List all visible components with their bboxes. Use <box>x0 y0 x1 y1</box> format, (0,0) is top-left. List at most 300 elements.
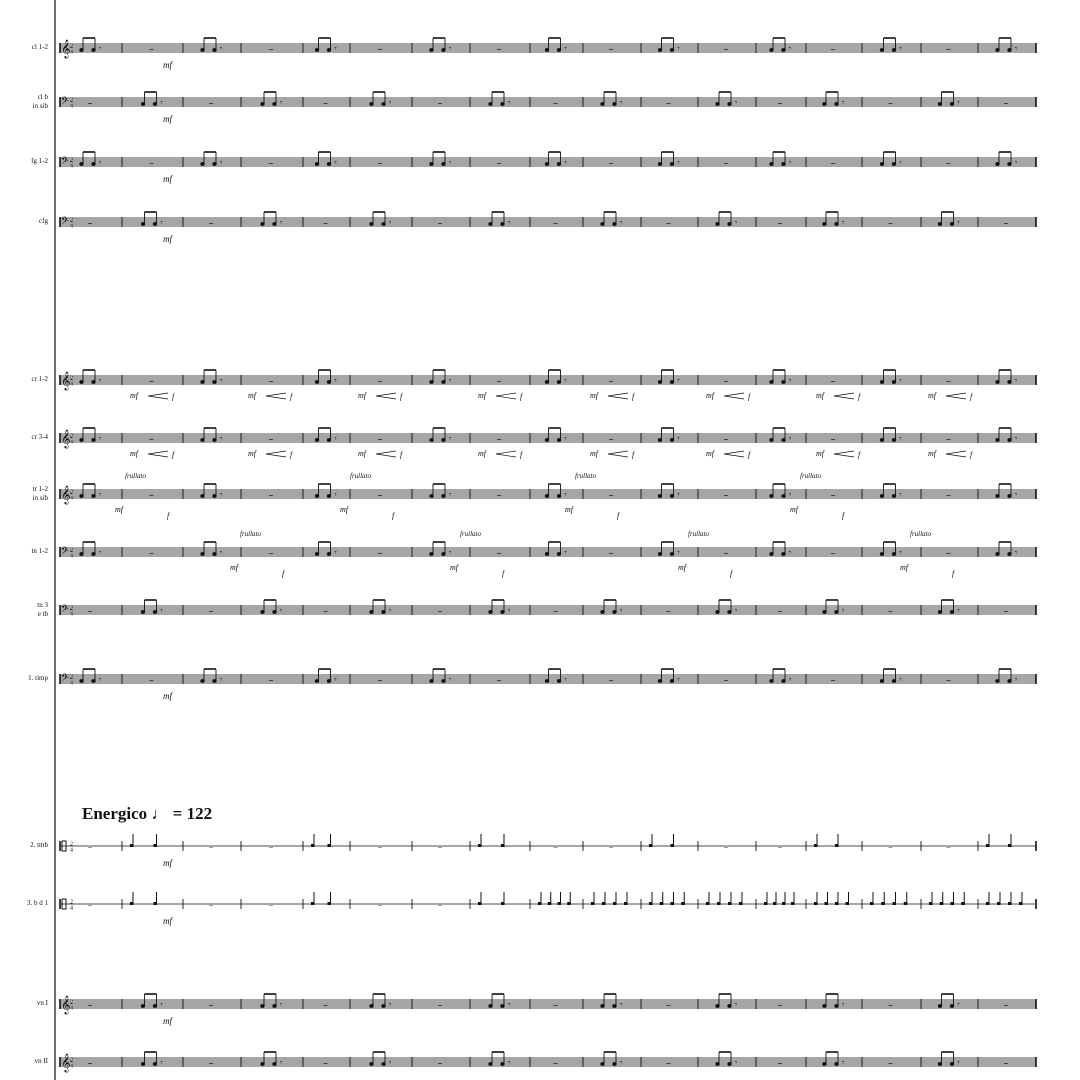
eighth-rest-icon: 𝄾 <box>564 490 567 499</box>
time-signature-top: 2 <box>70 433 73 440</box>
eighth-rest-icon: 𝄾 <box>899 675 902 684</box>
crescendo-hairpin <box>724 393 744 399</box>
rest: – <box>438 1058 442 1067</box>
note-head <box>260 610 264 613</box>
staff-cr12 <box>60 370 1036 391</box>
eighth-rest-icon: 𝄾 <box>842 606 845 615</box>
instrument-transposition: in sib <box>32 494 48 502</box>
dynamic-mf: mf <box>248 391 256 400</box>
rest: – <box>609 44 613 53</box>
note-head <box>327 679 331 682</box>
note-head <box>141 102 145 105</box>
note-head <box>892 380 896 383</box>
note-head <box>153 222 157 225</box>
dynamic-f: f <box>970 392 973 401</box>
instrument-transposition: in sib <box>32 102 48 110</box>
rest: – <box>888 606 893 615</box>
eighth-rest-icon: 𝄾 <box>220 434 223 443</box>
note-head <box>940 902 944 905</box>
eighth-rest-icon: 𝄾 <box>220 158 223 167</box>
note-head <box>649 902 653 905</box>
eighth-rest-icon: 𝄾 <box>842 1000 845 1009</box>
rest: – <box>946 158 951 167</box>
note-head <box>488 1004 492 1007</box>
note-head <box>545 380 549 383</box>
instrument-name: 2. tmb <box>30 841 48 849</box>
note-head <box>441 552 445 555</box>
crescendo-hairpin <box>148 451 168 457</box>
note-head <box>429 162 433 165</box>
note-head <box>500 222 504 225</box>
note-head <box>488 610 492 613</box>
eighth-rest-icon: 𝄾 <box>1015 376 1018 385</box>
rest: – <box>378 376 382 385</box>
note-head <box>327 494 331 497</box>
crescendo-hairpin <box>724 451 744 457</box>
dynamic-f: f <box>400 450 403 459</box>
rest: – <box>1004 1058 1008 1067</box>
note-head <box>557 494 561 497</box>
eighth-rest-icon: 𝄾 <box>449 548 452 557</box>
rest: – <box>378 900 382 909</box>
note-head <box>1008 844 1012 847</box>
note-head <box>591 902 595 905</box>
time-signature-bottom: 4 <box>70 223 73 230</box>
note-head <box>670 162 674 165</box>
note-head <box>950 1062 954 1065</box>
instrument-name: vn II <box>34 1057 48 1065</box>
dynamic-f: f <box>632 450 635 459</box>
note-head <box>781 438 785 441</box>
note-head <box>612 1004 616 1007</box>
note-head <box>880 494 884 497</box>
note-head <box>834 102 838 105</box>
note-head <box>728 902 732 905</box>
rest: – <box>88 842 92 851</box>
rest: – <box>497 376 501 385</box>
note-head <box>938 1004 942 1007</box>
note-head <box>327 438 331 441</box>
eighth-rest-icon: 𝄾 <box>449 376 452 385</box>
note-head <box>600 610 604 613</box>
note-head <box>995 552 999 555</box>
note-head <box>995 494 999 497</box>
note-head <box>727 102 731 105</box>
rest: – <box>149 490 154 499</box>
dynamic-mf: mf <box>450 563 458 572</box>
eighth-rest-icon: 𝄾 <box>677 548 680 557</box>
note-head <box>727 222 731 225</box>
note-head <box>130 902 134 905</box>
rest: – <box>323 606 328 615</box>
note-head <box>835 902 839 905</box>
note-head <box>212 438 216 441</box>
note-head <box>1007 494 1011 497</box>
eighth-rest-icon: 𝄾 <box>220 490 223 499</box>
note-head <box>381 610 385 613</box>
dynamic-mf: mf <box>816 449 824 458</box>
note-head <box>545 438 549 441</box>
rest: – <box>778 98 782 107</box>
note-head <box>369 610 373 613</box>
eighth-rest-icon: 𝄾 <box>449 675 452 684</box>
note-head <box>369 222 373 225</box>
note-head <box>557 162 561 165</box>
note-head <box>200 679 204 682</box>
note-head <box>600 1062 604 1065</box>
eighth-rest-icon: 𝄾 <box>789 158 792 167</box>
note-head <box>892 48 896 51</box>
eighth-rest-icon: 𝄾 <box>280 606 283 615</box>
dynamic-f: f <box>282 569 285 578</box>
rest: – <box>209 218 213 227</box>
note-head <box>369 1062 373 1065</box>
time-signature-bottom: 4 <box>70 553 73 560</box>
note-head <box>327 162 331 165</box>
rest: – <box>666 1058 671 1067</box>
note-head <box>670 679 674 682</box>
rest: – <box>378 842 382 851</box>
rest: – <box>149 675 154 684</box>
note-head <box>381 222 385 225</box>
note-head <box>153 1062 157 1065</box>
note-head <box>212 48 216 51</box>
eighth-rest-icon: 𝄾 <box>99 434 102 443</box>
note-head <box>834 1004 838 1007</box>
note-head <box>200 438 204 441</box>
note-head <box>773 902 777 905</box>
note-head <box>600 222 604 225</box>
note-head <box>429 494 433 497</box>
dynamic-mf: mf <box>340 505 348 514</box>
note-head <box>557 380 561 383</box>
rest: – <box>497 548 501 557</box>
note-head <box>153 610 157 613</box>
dynamic-mf: mf <box>816 391 824 400</box>
crescendo-hairpin <box>608 393 628 399</box>
dynamic-f: f <box>290 392 293 401</box>
staff-tn12 <box>60 542 1036 560</box>
staff-timp <box>60 669 1036 687</box>
note-head <box>997 902 1001 905</box>
dynamic-f: f <box>842 511 845 520</box>
note-head <box>938 1062 942 1065</box>
note-head <box>846 902 850 905</box>
rest: – <box>209 842 213 851</box>
rest: – <box>778 1058 782 1067</box>
rest: – <box>497 675 501 684</box>
note-head <box>327 48 331 51</box>
note-head <box>488 222 492 225</box>
eighth-rest-icon: 𝄾 <box>334 158 337 167</box>
note-head <box>272 222 276 225</box>
note-head <box>260 1004 264 1007</box>
eighth-rest-icon: 𝄾 <box>1015 44 1018 53</box>
note-head <box>154 844 158 847</box>
note-head <box>950 222 954 225</box>
eighth-rest-icon: 𝄾 <box>842 1058 845 1067</box>
note-head <box>938 222 942 225</box>
note-head <box>764 902 768 905</box>
eighth-rest-icon: 𝄾 <box>334 44 337 53</box>
eighth-rest-icon: 𝄾 <box>564 44 567 53</box>
dynamic-f: f <box>290 450 293 459</box>
dynamic-mf: mf <box>163 858 172 868</box>
frullato-marking: frullato <box>125 472 147 480</box>
dynamic-mf: mf <box>928 391 936 400</box>
note-head <box>429 438 433 441</box>
rest: – <box>323 1058 328 1067</box>
eighth-rest-icon: 𝄾 <box>957 1000 960 1009</box>
note-head <box>781 48 785 51</box>
eighth-rest-icon: 𝄾 <box>220 44 223 53</box>
note-head <box>200 552 204 555</box>
staff-tr12 <box>60 484 1036 505</box>
note-head <box>602 902 606 905</box>
note-head <box>91 162 95 165</box>
dynamic-mf: mf <box>163 174 172 184</box>
note-head <box>1008 902 1012 905</box>
note-head <box>791 902 795 905</box>
note-head <box>727 610 731 613</box>
eighth-rest-icon: 𝄾 <box>1015 490 1018 499</box>
note-head <box>892 438 896 441</box>
note-head <box>200 494 204 497</box>
note-head <box>995 48 999 51</box>
crescendo-hairpin <box>376 393 396 399</box>
rest: – <box>724 376 728 385</box>
eighth-rest-icon: 𝄾 <box>449 490 452 499</box>
note-head <box>624 902 628 905</box>
eighth-rest-icon: 𝄾 <box>389 98 392 107</box>
rest: – <box>149 376 154 385</box>
note-head <box>822 610 826 613</box>
note-head <box>769 162 773 165</box>
eighth-rest-icon: 𝄾 <box>99 376 102 385</box>
note-head <box>782 902 786 905</box>
rest: – <box>888 842 893 851</box>
crescendo-hairpin <box>266 451 286 457</box>
eighth-rest-icon: 𝄾 <box>789 44 792 53</box>
dynamic-mf: mf <box>478 449 486 458</box>
note-head <box>545 162 549 165</box>
rest: – <box>553 1000 558 1009</box>
note-head <box>938 102 942 105</box>
instrument-name: vn I <box>36 999 48 1007</box>
rest: – <box>88 1058 92 1067</box>
crescendo-hairpin <box>496 451 516 457</box>
rest: – <box>609 434 613 443</box>
rest: – <box>1004 218 1008 227</box>
eighth-rest-icon: 𝄾 <box>1015 548 1018 557</box>
note-head <box>715 102 719 105</box>
dynamic-f: f <box>730 569 733 578</box>
crescendo-hairpin <box>376 451 396 457</box>
instrument-name: tn 1-2 <box>31 547 48 555</box>
rest: – <box>323 1000 328 1009</box>
time-signature-bottom: 4 <box>70 1005 73 1012</box>
note-head <box>381 1004 385 1007</box>
rest: – <box>438 98 442 107</box>
rest: – <box>946 44 951 53</box>
note-head <box>328 902 332 905</box>
note-head <box>892 494 896 497</box>
note-head <box>929 902 933 905</box>
eighth-rest-icon: 𝄾 <box>677 490 680 499</box>
instrument-name: 3. b d 1 <box>27 899 48 907</box>
note-head <box>834 610 838 613</box>
note-head <box>429 552 433 555</box>
dynamic-mf: mf <box>163 1016 172 1026</box>
rest: – <box>724 434 728 443</box>
rest: – <box>1004 98 1008 107</box>
eighth-rest-icon: 𝄾 <box>677 44 680 53</box>
eighth-rest-icon: 𝄾 <box>564 376 567 385</box>
eighth-rest-icon: 𝄾 <box>160 98 163 107</box>
rest: – <box>609 490 613 499</box>
note-head <box>1007 162 1011 165</box>
note-head <box>769 438 773 441</box>
rest: – <box>724 490 728 499</box>
eighth-rest-icon: 𝄾 <box>1015 675 1018 684</box>
rest: – <box>553 842 558 851</box>
note-head <box>200 380 204 383</box>
note-head <box>658 162 662 165</box>
note-head <box>880 380 884 383</box>
note-head <box>612 1062 616 1065</box>
dynamic-mf: mf <box>248 449 256 458</box>
note-head <box>649 844 653 847</box>
dynamic-f: f <box>520 392 523 401</box>
eighth-rest-icon: 𝄾 <box>508 218 511 227</box>
rest: – <box>553 606 558 615</box>
dynamic-mf: mf <box>163 60 172 70</box>
rest: – <box>497 44 501 53</box>
note-head <box>500 102 504 105</box>
frullato-marking: frullato <box>800 472 822 480</box>
treble-clef-icon: 𝄞 <box>61 41 71 58</box>
note-head <box>441 438 445 441</box>
note-head <box>950 1004 954 1007</box>
bass-clef-icon: 𝄢 <box>61 215 69 229</box>
note-head <box>880 438 884 441</box>
note-head <box>781 552 785 555</box>
note-head <box>870 902 874 905</box>
note-head <box>478 844 482 847</box>
note-head <box>1007 679 1011 682</box>
rest: – <box>88 606 92 615</box>
eighth-rest-icon: 𝄾 <box>899 376 902 385</box>
note-head <box>315 162 319 165</box>
rest: – <box>269 434 273 443</box>
note-head <box>834 222 838 225</box>
rest: – <box>378 158 382 167</box>
dynamic-mf: mf <box>230 563 238 572</box>
note-head <box>1007 48 1011 51</box>
dynamic-mf: mf <box>590 391 598 400</box>
note-head <box>369 1004 373 1007</box>
eighth-rest-icon: 𝄾 <box>735 98 738 107</box>
staff-tn3 <box>60 600 1036 618</box>
eighth-rest-icon: 𝄾 <box>280 98 283 107</box>
rest: – <box>497 158 501 167</box>
note-head <box>880 552 884 555</box>
note-head <box>545 552 549 555</box>
note-head <box>260 1062 264 1065</box>
dynamic-mf: mf <box>163 691 172 701</box>
eighth-rest-icon: 𝄾 <box>564 158 567 167</box>
note-head <box>328 844 332 847</box>
note-head <box>835 844 839 847</box>
note-head <box>558 902 562 905</box>
rest: – <box>831 376 835 385</box>
rest: – <box>831 548 835 557</box>
time-signature-top: 2 <box>70 43 73 50</box>
time-signature-bottom: 4 <box>70 163 73 170</box>
instrument-name: tr 1-2 <box>32 485 48 493</box>
tempo-word: Energico <box>82 804 148 823</box>
time-signature-top: 2 <box>70 489 73 496</box>
rest: – <box>666 606 671 615</box>
note-head <box>727 1004 731 1007</box>
eighth-rest-icon: 𝄾 <box>677 434 680 443</box>
rest: – <box>946 490 951 499</box>
eighth-rest-icon: 𝄾 <box>620 606 623 615</box>
eighth-rest-icon: 𝄾 <box>389 606 392 615</box>
rest: – <box>269 158 273 167</box>
rest: – <box>831 675 835 684</box>
note-head <box>212 494 216 497</box>
note-head <box>538 902 542 905</box>
rest: – <box>438 900 442 909</box>
dynamic-mf: mf <box>565 505 573 514</box>
crescendo-hairpin <box>834 451 854 457</box>
rest: – <box>149 548 154 557</box>
dynamic-mf: mf <box>790 505 798 514</box>
dynamic-mf: mf <box>115 505 123 514</box>
eighth-rest-icon: 𝄾 <box>899 434 902 443</box>
frullato-marking: frullato <box>460 530 482 538</box>
note-head <box>79 162 83 165</box>
note-head <box>880 48 884 51</box>
time-signature-top: 2 <box>70 217 73 224</box>
note-head <box>272 102 276 105</box>
rest: – <box>609 158 613 167</box>
eighth-rest-icon: 𝄾 <box>735 606 738 615</box>
dynamic-f: f <box>748 392 751 401</box>
rest: – <box>269 842 273 851</box>
rest: – <box>831 490 835 499</box>
dynamic-mf: mf <box>706 449 714 458</box>
rest: – <box>946 675 951 684</box>
eighth-rest-icon: 𝄾 <box>789 548 792 557</box>
eighth-rest-icon: 𝄾 <box>677 158 680 167</box>
eighth-rest-icon: 𝄾 <box>334 548 337 557</box>
rest: – <box>209 606 213 615</box>
rest: – <box>378 44 382 53</box>
dynamic-mf: mf <box>928 449 936 458</box>
rest: – <box>378 548 382 557</box>
eighth-rest-icon: 𝄾 <box>508 98 511 107</box>
note-head <box>715 1062 719 1065</box>
note-head <box>706 902 710 905</box>
time-signature-bottom: 4 <box>70 495 73 502</box>
note-head <box>670 380 674 383</box>
bass-clef-icon: 𝄢 <box>61 672 69 686</box>
rest: – <box>831 434 835 443</box>
rest: – <box>946 434 951 443</box>
note-head <box>717 902 721 905</box>
